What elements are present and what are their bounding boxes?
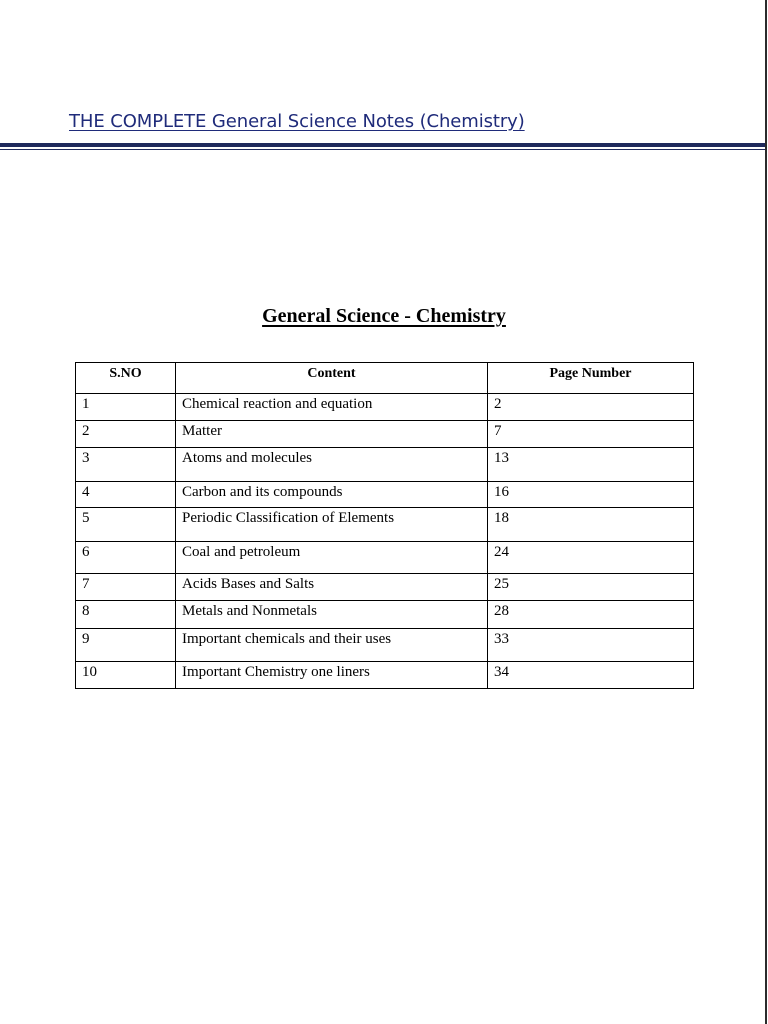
- cell-page: 34: [488, 662, 694, 689]
- cell-content: Coal and petroleum: [176, 542, 488, 574]
- cell-page: 2: [488, 394, 694, 421]
- cell-page: 33: [488, 629, 694, 662]
- table-row: [76, 601, 694, 629]
- table-row: [76, 482, 694, 508]
- table-header-row: [76, 363, 694, 394]
- cell-content: Periodic Classification of Elements: [176, 508, 488, 542]
- page-edge-divider: [765, 0, 767, 1024]
- cell-sno: 9: [76, 629, 176, 662]
- cell-sno: 8: [76, 601, 176, 629]
- cell-content: Chemical reaction and equation: [176, 394, 488, 421]
- cell-content: Metals and Nonmetals: [176, 601, 488, 629]
- cell-sno: 7: [76, 574, 176, 601]
- table-row: [76, 394, 694, 421]
- cell-content: Carbon and its compounds: [176, 482, 488, 508]
- header-rule: [0, 143, 765, 147]
- cell-sno: 10: [76, 662, 176, 689]
- table-row: [76, 574, 694, 601]
- cell-page: 13: [488, 448, 694, 482]
- table-row: [76, 421, 694, 448]
- table-row: [76, 662, 694, 689]
- table-row: [76, 629, 694, 662]
- cell-sno: 2: [76, 421, 176, 448]
- cell-sno: 4: [76, 482, 176, 508]
- table-row: [76, 542, 694, 574]
- cell-content: Important chemicals and their uses: [176, 629, 488, 662]
- cell-page: 18: [488, 508, 694, 542]
- table-row: [76, 508, 694, 542]
- cell-content: Important Chemistry one liners: [176, 662, 488, 689]
- cell-page: 28: [488, 601, 694, 629]
- table-row: [76, 448, 694, 482]
- cell-sno: 6: [76, 542, 176, 574]
- column-header-sno: S.NO: [76, 363, 176, 394]
- cell-page: 24: [488, 542, 694, 574]
- contents-table: [75, 362, 694, 689]
- cell-page: 7: [488, 421, 694, 448]
- cell-page: 25: [488, 574, 694, 601]
- cell-content: Atoms and molecules: [176, 448, 488, 482]
- header-rule-thin: [0, 149, 765, 150]
- cell-page: 16: [488, 482, 694, 508]
- document-heading: General Science - Chemistry: [262, 305, 506, 327]
- column-header-page-number: Page Number: [488, 363, 694, 394]
- cell-sno: 1: [76, 394, 176, 421]
- cell-content: Matter: [176, 421, 488, 448]
- column-header-content: Content: [176, 363, 488, 394]
- cell-sno: 3: [76, 448, 176, 482]
- cell-sno: 5: [76, 508, 176, 542]
- cell-content: Acids Bases and Salts: [176, 574, 488, 601]
- header-title: THE COMPLETE General Science Notes (Chemistry): [69, 111, 525, 132]
